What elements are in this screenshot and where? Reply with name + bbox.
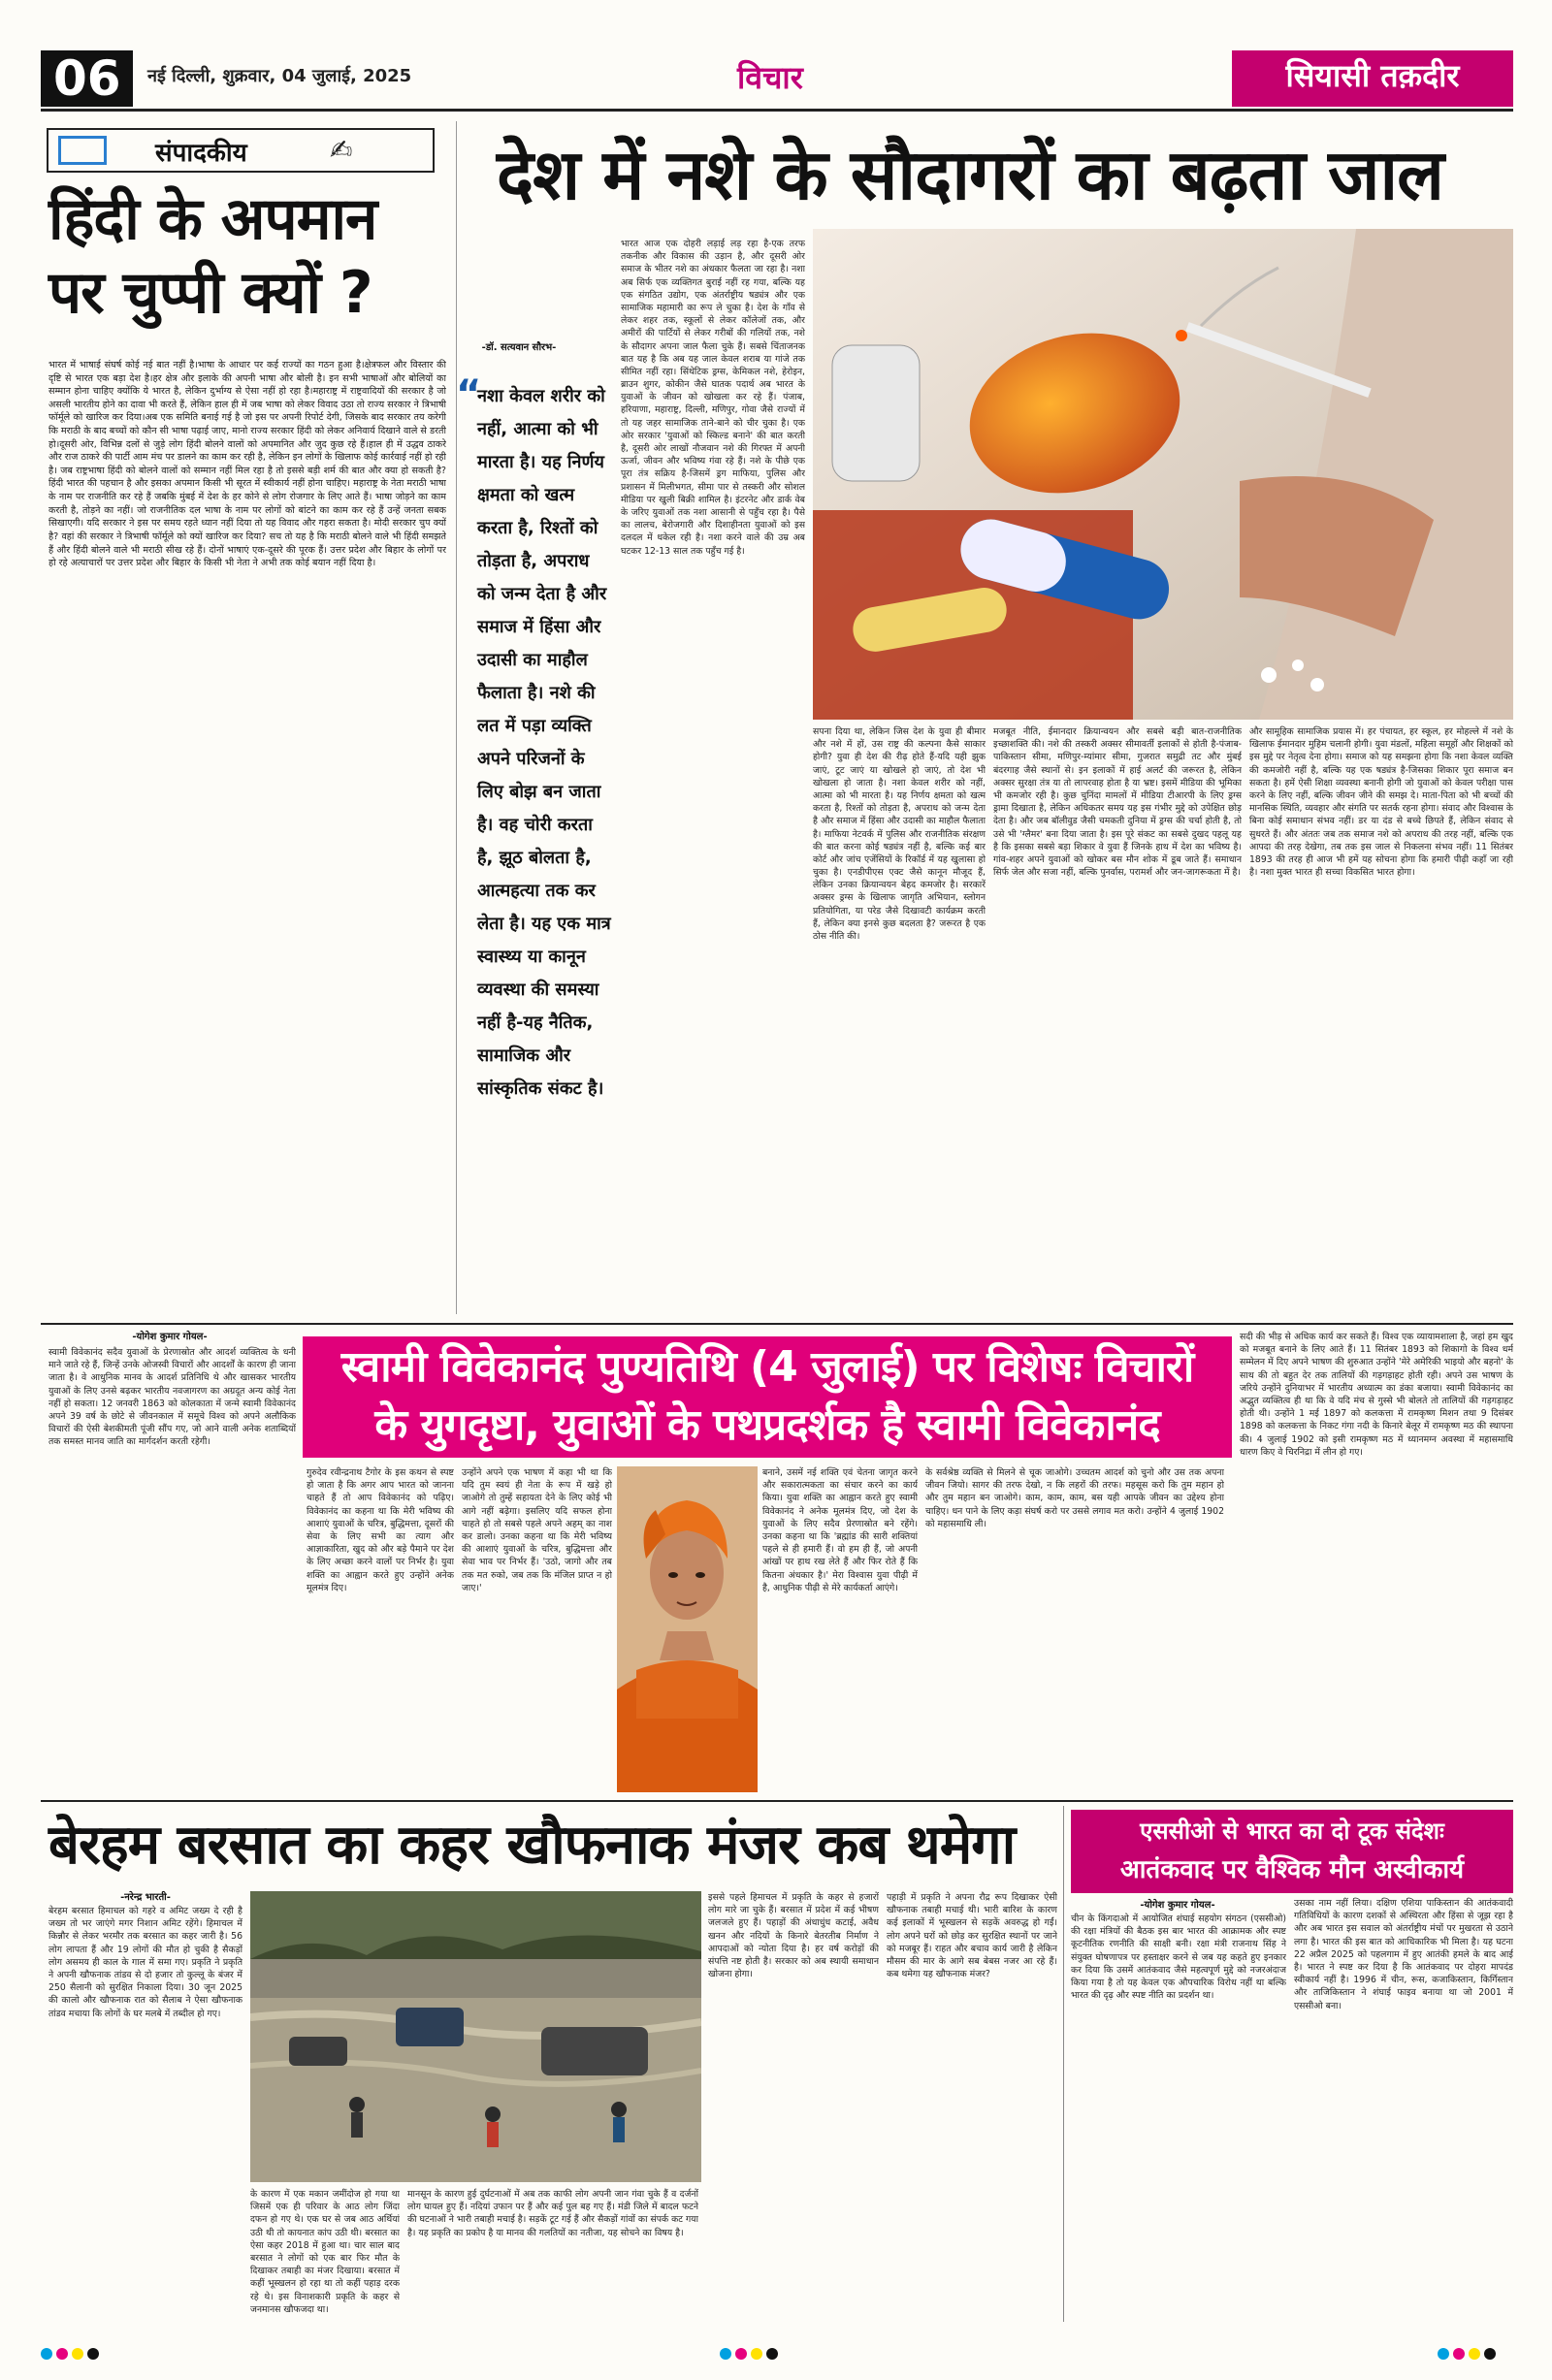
- drugs-pull-quote: नशा केवल शरीर को नहीं, आत्मा को भी मारता है। यह निर्णय क्षमता को खत्म करता है, रिश्तों को तोड़ता है, अपराध को जन्म देता है और समाज में हिंसा और उदासी का माहौल फैलाता है। नशे की लत में पड़ा व्यक्ति अपने परिजनों के लिए बोझ बन जाता है। वह चोरी करता है, झूठ बोलता है, आत्महत्या तक कर लेता है। यह एक मात्र स्वास्थ्य या कानून व्यवस्था की समस्या नहीं है-यह नैतिक, सामाजिक और सांस्कृतिक संकट है।: [477, 386, 611, 1099]
- drugs-col-4: और सामूहिक सामाजिक प्रयास में। हर पंचायत, हर स्कूल, हर मोहल्ले में नशे के खिलाफ ईमानदार मुहिम चलानी होगी। युवा मंडलों, महिला समूहों और शिक्षकों को इस मुद्दे पर नेतृत्व देना होगा। समाज को यह समझना होगा कि नशा केवल व्यक्ति की कमजोरी नहीं है, बल्कि यह एक षड्यंत्र है-जिसका शिकार पूरा समाज बन सकता है। हमें ऐसी शिक्षा व्यवस्था बनानी होगी जो युवाओं को केवल परीक्षा पास करने के लिए नहीं, बल्कि जीवन जीने की समझ दे। माता-पिता को भी बच्चों की मानसिक स्थिति, व्यवहार और संगति पर सतर्क रहना होगा। संवाद और विश्वास के बिना कोई समाधान संभव नहीं। डर या दंड से बच्चे छिपते हैं, लेकिन संवाद से सुधरते हैं। और अंततः जब तक समाज नशे को अपराध की तरह नहीं, बल्कि एक आपदा की तरह देखेगा, तब तक इस जाल से निकलना संभव नहीं। 11 सितंबर 1893 की तरह ही आज भी हमें यह सोचना होगा कि हमारी पीढ़ी कहाँ जा रही है। नशा मुक्त भारत ही सच्चा विकसित भारत होगा।: [1249, 726, 1513, 879]
- reg-dot: [87, 2348, 99, 2360]
- column-divider: [456, 121, 457, 1314]
- section-rule-1: [41, 1323, 1513, 1325]
- rain-col-3: मानसून के कारण हुई दुर्घटनाओं में अब तक काफी लोग अपनी जान गंवा चुके हैं व दर्जनों लोग घायल हुए हैं। नदियां उफान पर हैं और कई पुल बह गए हैं। मंडी जिले में बादल फटने की घटनाओं ने भारी तबाही मचाई है। सड़कें टूट गई हैं और सैकड़ों गांवों का संपर्क कट गया है। यह प्रकृति का प्रकोप है या मानव की गलतियों का नतीजा, यह सोचने का विषय है।: [407, 2189, 698, 2238]
- rain-col-5: पहाड़ी में प्रकृति ने अपना रौद्र रूप दिखाकर ऐसी खौफनाक तबाही मचाई थी। भारी बारिश के कारण कई इलाकों में भूस्खलन से सड़कें अवरुद्ध हो गईं। लोग अपने घरों को छोड़ कर सुरक्षित स्थानों पर जाने को मजबूर हैं। राहत और बचाव कार्य जारी है लेकिन मौसम की मार के आगे सब बेबस नजर आ रहे हैं। कब थमेगा यह खौफनाक मंजर?: [887, 1892, 1057, 1980]
- section-rule-2: [41, 1800, 1513, 1802]
- vivekananda-col-6: सदी की भीड़ से अधिक कार्य कर सकते हैं। विश्व एक व्यायामशाला है, जहां हम खुद को मजबूत बनाने के लिए आते हैं। 11 सितंबर 1893 को शिकागो के विश्व धर्म सम्मेलन में दिए अपने भाषण की शुरुआत उन्होंने 'मेरे अमेरिकी भाइयो और बहनो' के साथ की तो बहुत देर तक तालियों की गड़गड़ाहट होती रही। अपने उस भाषण के जरिये उन्होंने दुनियाभर में भारतीय अध्यात्म का डंका बजाया। स्वामी विवेकानंद का अद्भुत व्यक्तित्व ही था कि वे यदि मंच से गुस्से भी बोलते तो तालियों की गड़गड़ाहट होती थी। उन्होंने 1 मई 1897 को कलकत्ता में रामकृष्ण मिशन तथा 9 दिसंबर 1898 को कलकत्ता के निकट गंगा नदी के किनारे बेलूर में रामकृष्ण मठ की स्थापना की। 4 जुलाई 1902 को इसी रामकृष्ण मठ में ध्यानमग्न अवस्था में महासमाधि धारण किए वे चिरनिद्रा में लीन हो गए।: [1240, 1332, 1513, 1458]
- reg-dot: [56, 2348, 68, 2360]
- sco-col-2: उसका नाम नहीं लिया। दक्षिण एशिया पाकिस्तान की आतंकवादी गतिविधियों के कारण दशकों से अस्थिरता और हिंसा से जूझ रहा है और अब भारत इस सवाल को अंतर्राष्ट्रीय मंचों पर मुखरता से उठाने लगा है। भारत की इस बात को आधिकारिक भी मिला है। यह घटना 22 अप्रैल 2025 को पहलगाम में हुए आतंकी हमले के बाद आई है। भारत ने स्पष्ट कर दिया है कि आतंकवाद पर दोहरा मापदंड स्वीकार्य नहीं है। 1996 में चीन, रूस, कजाकिस्तान, किर्गिस्तान और ताजिकिस्तान ने शंघाई फाइव बनाया था जो 2001 में एससीओ बना।: [1294, 1898, 1513, 2011]
- drugs-photo: [813, 229, 1513, 720]
- rain-col-2: के कारण में एक मकान जमींदोज हो गया था जिसमें एक ही परिवार के आठ लोग जिंदा दफन हो गए थे। एक घर से जब आठ अर्थियां उठी थी तो कायनात कांप उठी थी। बरसात का ऐसा कहर 2018 में हुआ था। चार साल बाद बरसात ने लोगों को एक बार फिर मौत के दिखाकर तबाही का मंजर दिखाया। बरसात में कहीं भूस्खलन हो रहा था तो कहीं पहाड़ दरक रहे थे। इस विनाशकारी प्रकृति के कहर से जनमानस खौफजदा था।: [250, 2189, 400, 2315]
- sco-col-1: चीन के किंगदाओ में आयोजित शंघाई सहयोग संगठन (एससीओ) की रक्षा मंत्रियों की बैठक इस बार भारत की आक्रामक और स्पष्ट कूटनीतिक रणनीति की साक्षी बनी। रक्षा मंत्री राजनाथ सिंह ने संयुक्त घोषणापत्र पर हस्ताक्षर करने से जब यह कहते हुए इनकार कर दिया कि उसमें आतंकवाद जैसे महत्वपूर्ण मुद्दे को नजरअंदाज किया गया है तो यह केवल एक औपचारिक विरोध नहीं था बल्कि भारत की दृढ़ और स्पष्ट नीति का प्रदर्शन था।: [1071, 1914, 1286, 2002]
- editorial-label: संपादकीय: [155, 139, 247, 168]
- footer-registration-marks: [0, 2337, 1552, 2366]
- date-line: नई दिल्ली, शुक्रवार, 04 जुलाई, 2025: [147, 66, 412, 86]
- reg-dot: [1484, 2348, 1496, 2360]
- editorial-checkbox-icon: [58, 136, 107, 165]
- masthead-rule: [41, 109, 1513, 112]
- drugs-col-2: सपना दिया था, लेकिन जिस देश के युवा ही बीमार और नशे में हों, उस राष्ट्र की कल्पना कैसे साकार होगी? युवा ही देश की रीढ़ होते हैं-यदि यही झुक जाएं, टूट जाएं या खोखले हो जाएं, तो देश भी खोखला हो जाता है। नशा केवल शरीर को नहीं, आत्मा को भी मारता है। यह निर्णय क्षमता को खत्म करता है, रिश्तों को तोड़ता है, अपराध को जन्म देता है और समाज में हिंसा और उदासी का माहौल फैलाता है। माफिया नेटवर्क में पुलिस और राजनीतिक संरक्षण की बात करना कोई षड्यंत्र नहीं है, बल्कि कई बार कोर्ट और जांच एजेंसियों के रिकॉर्ड में यह खुलासा हो चुका है। एनडीपीएस एक्ट जैसे कानून मौजूद हैं, लेकिन उनका क्रियान्वयन बेहद कमजोर है। सरकारें अक्सर ड्रग्स के खिलाफ जागृति अभियान, स्लोगन प्रतियोगिता, या परेड जैसे दिखावटी कार्यक्रम करती हैं, लेकिन क्या इनसे कुछ बदलता है? जरूरत है एक ठोस नीति की।: [813, 726, 986, 942]
- drugs-photo-illustration: [813, 229, 1513, 720]
- reg-dot: [41, 2348, 52, 2360]
- reg-dot: [735, 2348, 747, 2360]
- pen-icon: ✍: [330, 134, 353, 166]
- vivekananda-col-3: उन्होंने अपने एक भाषण में कहा भी था कि यदि तुम स्वयं ही नेता के रूप में खड़े हो जाओगे तो तुम्हें सहायता देने के लिए कोई भी आगे नहीं बढ़ेगा। इसलिए यदि सफल होना चाहते हो तो सबसे पहले अपने अहम् का नाश कर डालो। उनका कहना था कि मेरी भविष्य की आशाएं युवाओं के चरित्र, बुद्धिमत्ता और सेवा भाव पर निर्भर हैं। 'उठो, जागो और तब तक मत रुको, जब तक कि मंजिल प्राप्त न हो जाए।': [462, 1467, 612, 1593]
- reg-dot: [72, 2348, 83, 2360]
- pull-quote-mark-icon: “: [456, 372, 482, 417]
- column-name: सियासी तक़दीर: [1285, 57, 1460, 94]
- rain-col-1: बेरहम बरसात हिमाचल को गहरे व अमिट जख्म दे रही है जख्म तो भर जाएंगे मगर निशान अमिट रहेंगे। हिमाचल में किन्नौर से लेकर भरमौर तक बरसात का कहर जारी है। 56 लोग लापता हैं और 19 लोगों की मौत हो चुकी है सैकड़ों लोग असमय ही काल के गाल में समा गए। प्रकृति ने प्रकृति ने अपनी खौफनाक तांडव से दो हजार तो कुल्लू के बंजर में 250 सैलानी को सुरक्षित निकाला दिया। 30 जून 2025 की कालो और खौफनाक रात को सैलाब ने ऐसा खौफनाक तांडव मचाया कि लोगों के घर मलबे में तब्दील हो गए।: [48, 1906, 242, 2019]
- reg-dots-left: [39, 2345, 101, 2364]
- editorial-body: भारत में भाषाई संघर्ष कोई नई बात नहीं है।भाषा के आधार पर कई राज्यों का गठन हुआ है।क्षेत्रफल और विस्तार की दृष्टि से भारत एक बड़ा देश है।हर क्षेत्र और इलाके की अपनी भाषा और बोली है। इन सभी भाषाओं और बोलियों का सम्मान होना चाहिए क्योंकि ये भारत है, लेकिन दुर्भाग्य से ऐसा नहीं हो रहा है।महाराष्ट्र में राष्ट्रवादियों की सरकार है जो असली भारतीय होने का दावा भी करते हैं, लेकिन हाल ही में जब भाषा को लेकर विवाद उठा तो राज्य सरकार ने त्रिभाषी फॉर्मूले को खारिज कर दिया।अब एक समिति बनाई गई है जो इस पर अपनी रिपोर्ट देगी, जिसके बाद सरकार तय करेगी कि मराठी के बाद बच्चों को कौन सी भाषा पढ़ाई जाए, मानो राज्य सरकार हिंदी को लेकर अनिवार्य दिखाने वाले से डरती हो।दूसरी ओर, विभिन्न दलों से जुड़े लोग हिंदी बोलने वालों को अपमानित और जुद कुछ रहे हैं।हाल ही में उद्धव ठाकरे और राज ठाकरे की पार्टी आम मंच पर डालने का काम कर रही है, लेकिन इन लोगों के खिलाफ कोई कार्रवाई नहीं हो रही है। जब राष्ट्रभाषा हिंदी को बोलने वालों को सम्मान नहीं मिल रहा है तो इससे बड़ी शर्म की बात और क्या हो सकती है? हिंदी भारत की पहचान है और इसका अपमान किसी भी सूरत में स्वीकार्य नहीं होना चाहिए। महाराष्ट्र के नेता मराठी भाषा के नाम पर राजनीति कर रहे हैं जबकि मुंबई में देश के हर कोने से लोग रोजगार के लिए आते हैं। भाषा जोड़ने का काम करती है, तोड़ने का नहीं। जो राजनीतिक दल भाषा के नाम पर लोगों को बांटने का काम कर रहे हैं उन्हें जनता सबक सिखाएगी। यदि सरकार ने इस पर समय रहते ध्यान नहीं दिया तो यह विवाद और गहरा सकता है। मोदी सरकार चुप क्यों है? वहां की सरकार ने त्रिभाषी फॉर्मूले को क्यों खारिज कर दिया? सच तो यह है कि मराठी बोलने वाले भी हिंदी समझते हैं और हिंदी बोलने वाले भी मराठी सीख रहे हैं। दोनों भाषाएं एक-दूसरे की पूरक हैं। उत्तर प्रदेश और बिहार के लोगों पर हो रहे अत्याचारों पर उत्तर प्रदेश और बिहार के किसी भी नेता ने अभी तक कोई बयान नहीं दिया है।: [48, 360, 446, 569]
- drugs-title: देश में नशे के सौदागरों का बढ़ता जाल: [497, 134, 1443, 215]
- rain-col-4: इससे पहले हिमाचल में प्रकृति के कहर से हजारों लोग मारे जा चुके हैं। बरसात में प्रदेश में कई भीषण जलजले हुए हैं। पहाड़ों की अंधाधुंध कटाई, अवैध खनन और नदियों के किनारे बेतरतीब निर्माण ने आपदाओं को न्योता दिया है। हर वर्ष करोड़ों की संपत्ति नष्ट होती है। सरकार को अब स्थायी समाधान खोजना होगा।: [708, 1892, 879, 1980]
- vivekananda-col-1: स्वामी विवेकानंद सदैव युवाओं के प्रेरणास्रोत और आदर्श व्यक्तित्व के धनी माने जाते रहे हैं, जिन्हें उनके ओजस्वी विचारों और आदर्शों के कारण ही जाना जाता है। वे आधुनिक मानव के आदर्श प्रतिनिधि थे और खासकर भारतीय युवाओं के लिए उनसे बढ़कर भारतीय नवजागरण का अग्रदूत अन्य कोई नेता नहीं हो सकता। 12 जनवरी 1863 को कोलकाता में जन्मे स्वामी विवेकानंद अपने 39 वर्ष के छोटे से जीवनकाल में समूचे विश्व को अपने अलौकिक विचारों की ऐसी बेशकीमती पूंजी सौंप गए, जो आने वाली अनेक शताब्दियों तक समस्त मानव जाति का मार्गदर्शन करती रहेगी।: [48, 1347, 296, 1448]
- editorial-title: हिंदी के अपमान पर चुप्पी क्यों ?: [48, 185, 377, 327]
- vivekananda-portrait-illustration: [617, 1466, 758, 1792]
- masthead: [0, 0, 1552, 114]
- sco-title: आतंकवाद पर वैश्विक मौन अस्वीकार्य: [1119, 1855, 1465, 1884]
- rain-byline: -नरेन्द्र भारती-: [120, 1892, 171, 1903]
- page-number: 06: [53, 50, 121, 107]
- vivekananda-byline: -योगेश कुमार गोयल-: [132, 1332, 208, 1342]
- reg-dot: [1469, 2348, 1480, 2360]
- reg-dots-right: [1436, 2345, 1498, 2364]
- flood-photo: [250, 1891, 701, 2182]
- vivekananda-col-4: बनाने, उसमें नई शक्ति एवं चेतना जागृत करने और सकारात्मकता का संचार करने का कार्य किया। युवा शक्ति का आह्वान करते हुए स्वामी विवेकानंद ने अनेक मूलमंत्र दिए, जो देश के युवाओं के लिए सदैव प्रेरणास्रोत बने रहेंगे। उनका कहना था कि 'ब्रह्मांड की सारी शक्तियां पहले से ही हमारी हैं। वो हम ही हैं, जो अपनी आंखों पर हाथ रख लेते हैं और फिर रोते हैं कि कितना अंधकार है।' मेरा विश्वास युवा पीढ़ी में है, आधुनिक पीढ़ी से मेरे कार्यकर्ता आएंगे।: [762, 1467, 918, 1593]
- reg-dots-center: [718, 2345, 780, 2364]
- vivekananda-col-2: गुरुदेव रवीन्द्रनाथ टैगोर के इस कथन से स्पष्ट हो जाता है कि अगर आप भारत को जानना चाहते हैं तो आप विवेकानंद को पढ़िए। विवेकानंद का कहना था कि मेरी भविष्य की आशाएं युवाओं के चरित्र, बुद्धिमत्ता, दूसरों की सेवा के लिए सभी का त्याग और आज्ञाकारिता, खुद को और बड़े पैमाने पर देश के लिए अच्छा करने वालों पर निर्भर है। युवा शक्ति का आह्वान करते हुए उन्होंने अनेक मूलमंत्र दिए।: [307, 1467, 454, 1593]
- reg-dot: [1453, 2348, 1465, 2360]
- sco-kicker: एससीओ से भारत का दो टूक संदेशः: [1140, 1817, 1444, 1845]
- drugs-col-3: मजबूत नीति, ईमानदार क्रियान्वयन और सबसे बड़ी बात-राजनीतिक इच्छाशक्ति की। नशे की तस्करी अक्सर सीमावर्ती इलाकों से होती है-पंजाब-पाकिस्तान सीमा, मणिपुर-म्यांमार सीमा, गुजरात समुद्री तट और मुंबई बंदरगाह जैसे स्थानों से। इन इलाकों में हाई अलर्ट की जरूरत है, लेकिन अक्सर सुरक्षा तंत्र या तो लापरवाह होता है या भ्रष्ट। इसमें मीडिया की भूमिका भी कमजोर रही है। कुछ चुनिंदा मामलों में मीडिया टीआरपी के लिए ड्रग्स ड्रामा दिखाता है, लेकिन अधिकतर समय यह इस गंभीर मुद्दे को उपेक्षित छोड़ देता है। और जब बॉलीवुड जैसी चमकती दुनिया में ड्रग्स की चर्चा होती है, तो उसे भी 'ग्लैमर' बना दिया जाता है। इस पूरे संकट का सबसे दुखद पहलू यह है कि इसका सबसे बड़ा शिकार वे युवा हैं जिनके हाथ में देश का भविष्य है। गांव-शहर अपने युवाओं को खोकर बस मौन शोक में डूब जाते हैं। समाधान सिर्फ जेल और सजा नहीं, बल्कि पुनर्वास, परामर्श और जन-जागरूकता में है।: [993, 726, 1242, 879]
- vivekananda-portrait: [617, 1466, 758, 1792]
- rain-title: बेरहम बरसात का कहर खौफनाक मंजर कब थमेगा: [48, 1814, 1016, 1877]
- vivekananda-title-line-2: के युगदृष्टा, युवाओं के पथप्रदर्शक है स्वामी विवेकानंद: [374, 1400, 1160, 1450]
- drugs-col-1: भारत आज एक दोहरी लड़ाई लड़ रहा है-एक तरफ तकनीक और विकास की उड़ान है, और दूसरी ओर समाज के भीतर नशे का अंधकार फैलता जा रहा है। नशा अब सिर्फ एक व्यक्तिगत बुराई नहीं रह गया, बल्कि यह एक संगठित उद्योग, एक अंतर्राष्ट्रीय षड्यंत्र और एक सामाजिक महामारी का रूप ले चुका है। देश के गाँव से लेकर शहर तक, स्कूलों से लेकर कॉलेजों तक, और अमीरों की पार्टियों से लेकर गरीबों की गलियों तक, नशे के सौदागर अपना जाल फैला चुके हैं। सबसे चिंताजनक बात यह है कि अब यह जाल केवल शराब या गांजे तक सीमित नहीं रहा। सिंथेटिक ड्रग्स, केमिकल नशे, हेरोइन, ब्राउन शुगर, कोकीन जैसे घातक पदार्थ अब भारत के युवाओं के जीवन को खोखला कर रहे हैं। पंजाब, हरियाणा, महाराष्ट्र, दिल्ली, मणिपुर, गोवा जैसे राज्यों में तो यह जहर सामाजिक ताने-बाने को चीर चुका है। एक ओर सरकार 'युवाओं को स्किल्ड बनाने' की बात करती है, दूसरी ओर लाखों नौजवान नशे की गिरफ्त में अपनी ऊर्जा, जीवन और भविष्य गंवा रहे हैं। नशे के पीछे एक पूरा तंत्र सक्रिय है-जिसमें ड्रग माफिया, पुलिस और प्रशासन में मिलीभगत, सीमा पार से तस्करी और सोशल मीडिया पर खुली बिक्री शामिल है। इंटरनेट और डार्क वेब के जरिए युवाओं तक नशा आसानी से पहुँच रहा है। पैसे का लालच, बेरोजगारी और दिशाहीनता युवाओं को इस दलदल में धकेल रही है। नशा करने वाले की उम्र अब घटकर 12-13 साल तक पहुँच गई है।: [621, 239, 805, 557]
- section-label: विचार: [737, 59, 803, 96]
- reg-dot: [766, 2348, 778, 2360]
- drugs-byline: -डॉ. सत्यवान सौरभ-: [481, 342, 557, 353]
- reg-dot: [751, 2348, 762, 2360]
- sco-byline: -योगेश कुमार गोयल-: [1140, 1900, 1215, 1911]
- flood-photo-illustration: [250, 1891, 701, 2182]
- vivekananda-title-line-1: स्वामी विवेकानंद पुण्यतिथि (4 जुलाई) पर विशेषः विचारों: [340, 1342, 1194, 1392]
- reg-dot: [720, 2348, 731, 2360]
- reg-dot: [1438, 2348, 1449, 2360]
- vivekananda-col-5: के सर्वश्रेष्ठ व्यक्ति से मिलने से चूक जाओगे। उच्चतम आदर्श को चुनो और उस तक अपना जीवन जियो। सागर की तरफ देखो, न कि लहरों की तरफ। महसूस करो कि तुम महान हो और तुम महान बन जाओगे। काम, काम, काम, बस यही आपके जीवन का उद्देश्य होना चाहिए। धन पाने के लिए कड़ा संघर्ष करो पर उससे लगाव मत करो। उन्होंने 4 जुलाई 1902 को महासमाधि ली।: [925, 1467, 1224, 1529]
- column-divider-2: [1063, 1806, 1064, 2322]
